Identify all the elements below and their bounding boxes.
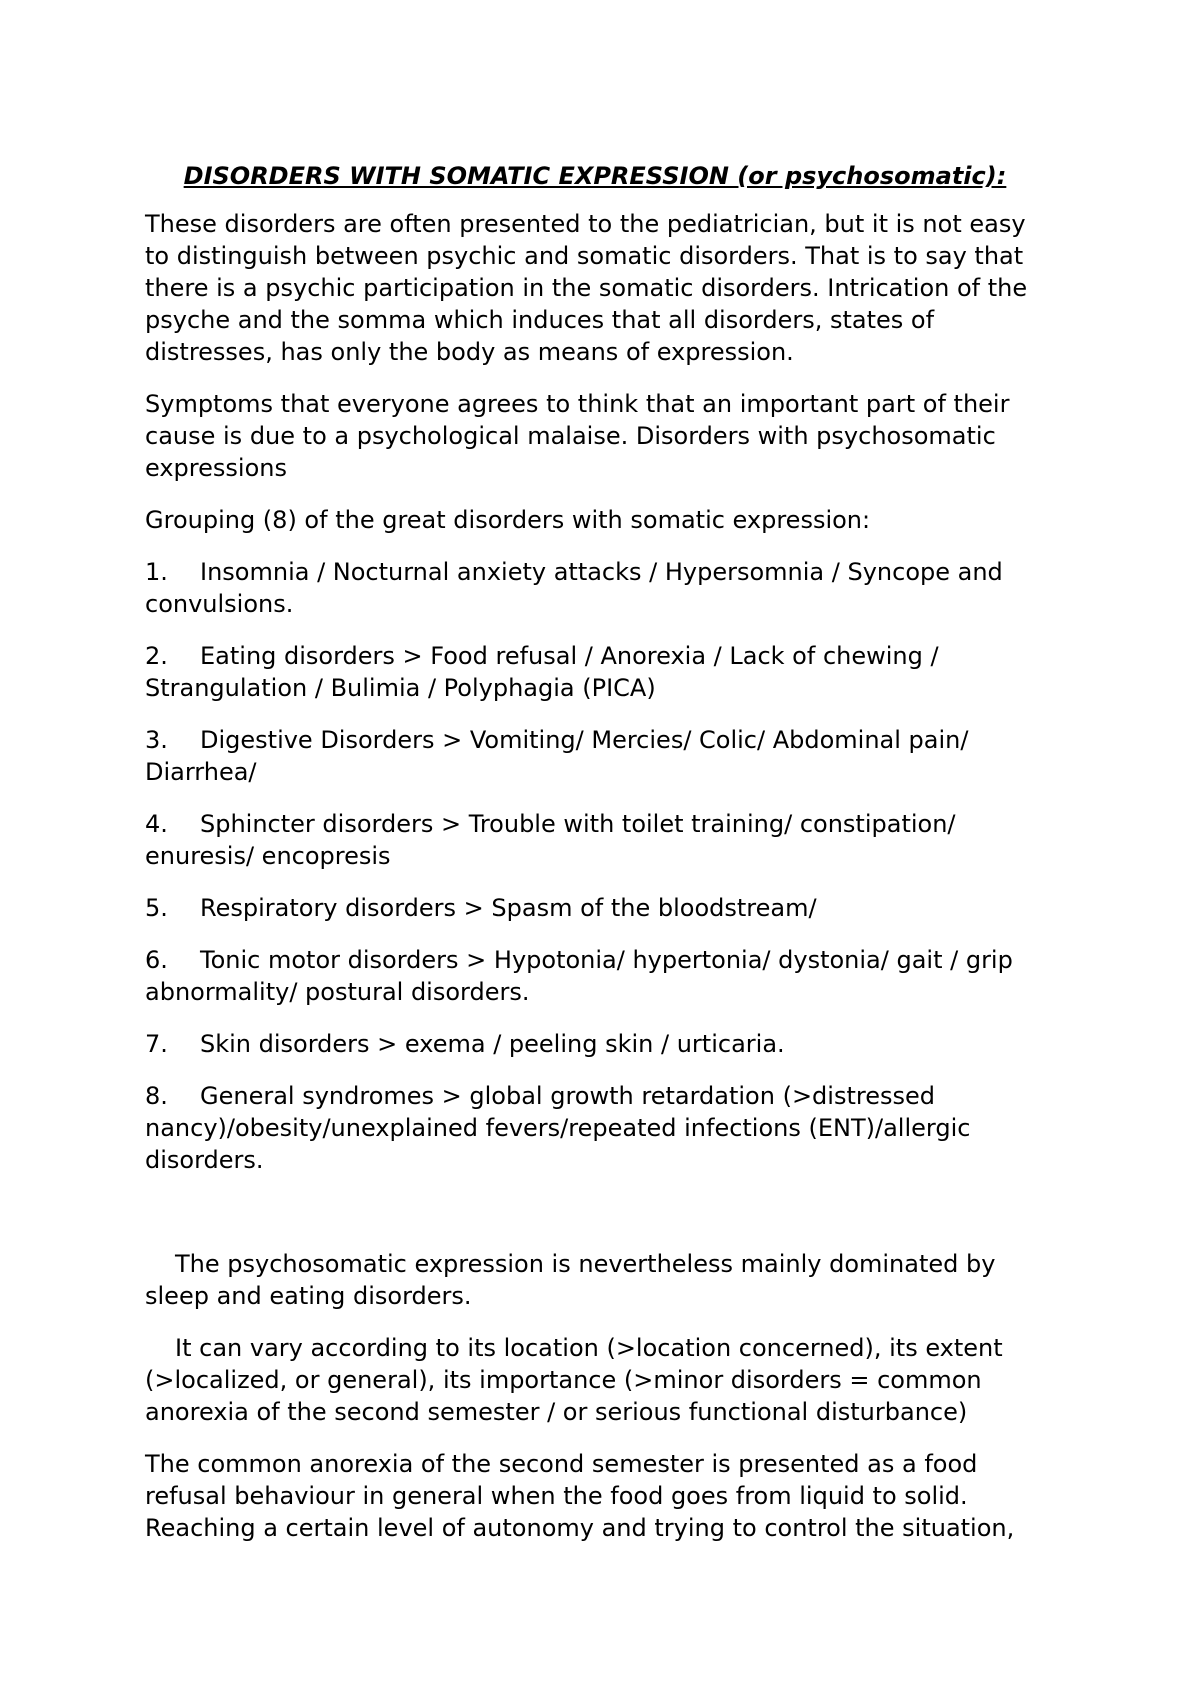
paragraph-common-anorexia: The common anorexia of the second semester is presented as a food refusal behaviour in general when the food goes from liquid to solid. Reaching a certain level of autonomy and trying to control the situation,: [145, 1450, 1015, 1542]
list-item: [145, 724, 1045, 788]
paragraph-dominated: The psychosomatic expression is nevertheless mainly dominated by sleep and eating disorders.: [145, 1250, 996, 1310]
list-text: Respiratory disorders > Spasm of the bloodstream/: [200, 894, 817, 922]
paragraph-intro: These disorders are often presented to the pediatrician, but it is not easy to distinguish between psychic and somatic disorders. That is to say that there is a psychic participation in the somatic disorders. Intrication of the psyche and the somma which induces that all disorders, states of distresses, has only the body as means of expression.: [145, 210, 1028, 366]
list-number: 2.: [145, 642, 168, 670]
list-item: [145, 892, 1045, 924]
list-item: [145, 640, 1045, 704]
list-text: Sphincter disorders > Trouble with toilet training/ constipation/ enuresis/ encopresis: [145, 810, 956, 870]
list-item: [145, 1028, 1045, 1060]
document-title: DISORDERS WITH SOMATIC EXPRESSION (or psychosomatic):: [183, 162, 1007, 190]
paragraph-variation: It can vary according to its location (>location concerned), its extent (>localized, or general), its importance (>minor disorders = common anorexia of the second semester / or serious functional disturbance): [145, 1334, 1003, 1426]
list-item: [145, 808, 1045, 872]
list-text: General syndromes > global growth retardation (>distressed nancy)/obesity/unexplained fevers/repeated infections (ENT)/allergic disorders.: [145, 1082, 971, 1174]
blank-space: [145, 1196, 1045, 1248]
list-item: [145, 556, 1045, 620]
list-number: 7.: [145, 1030, 168, 1058]
list-number: 6.: [145, 946, 168, 974]
list-number: 1.: [145, 558, 168, 586]
list-text: Skin disorders > exema / peeling skin / urticaria.: [200, 1030, 785, 1058]
list-text: Tonic motor disorders > Hypotonia/ hypertonia/ dystonia/ gait / grip abnormality/ postural disorders.: [145, 946, 1013, 1006]
list-number: 3.: [145, 726, 168, 754]
document-body: [145, 160, 1045, 1564]
list-number: 4.: [145, 810, 168, 838]
list-item: [145, 944, 1045, 1008]
list-text: Eating disorders > Food refusal / Anorexia / Lack of chewing / Strangulation / Bulimia / Polyphagia (PICA): [145, 642, 939, 702]
paragraph-grouping-intro: Grouping (8) of the great disorders with somatic expression:: [145, 506, 871, 534]
list-text: Insomnia / Nocturnal anxiety attacks / Hypersomnia / Syncope and convulsions.: [145, 558, 1003, 618]
list-item: [145, 1080, 1045, 1176]
paragraph-symptoms: Symptoms that everyone agrees to think that an important part of their cause is due to a psychological malaise. Disorders with psychosomatic expressions: [145, 390, 1010, 482]
list-number: 5.: [145, 894, 168, 922]
list-number: 8.: [145, 1082, 168, 1110]
list-text: Digestive Disorders > Vomiting/ Mercies/ Colic/ Abdominal pain/ Diarrhea/: [145, 726, 969, 786]
